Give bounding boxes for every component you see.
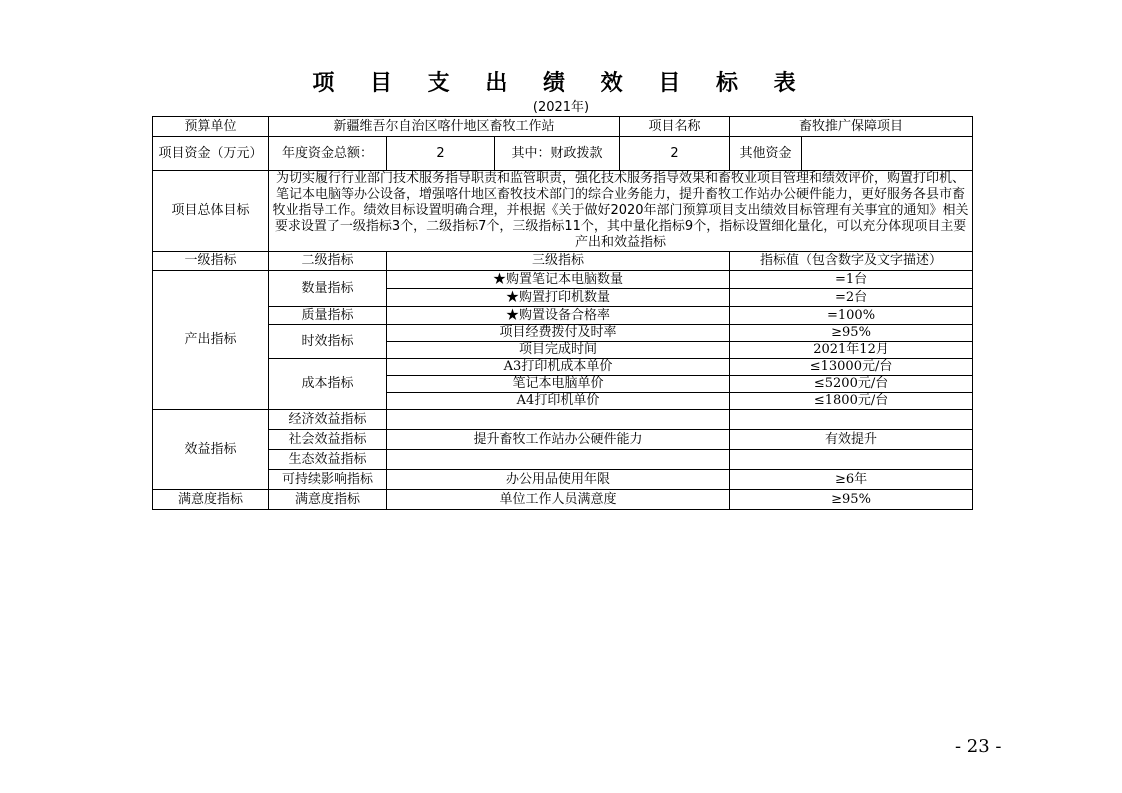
table-row xyxy=(153,410,973,430)
table-row xyxy=(153,325,973,342)
value-cell: 有效提升 xyxy=(730,430,973,450)
funds-label: 项目资金（万元） xyxy=(153,137,269,171)
benefit-level2: 生态效益指标 xyxy=(269,450,387,470)
indicator-cell: 项目经费拨付及时率 xyxy=(387,325,730,342)
table-row xyxy=(153,307,973,325)
benefit-level2: 社会效益指标 xyxy=(269,430,387,450)
other-funds-value xyxy=(802,137,973,171)
indicator-cell: 单位工作人员满意度 xyxy=(387,490,730,510)
table-row xyxy=(153,359,973,376)
fiscal-label: 其中：财政拨款 xyxy=(495,137,620,171)
value-cell: ≤5200元/台 xyxy=(730,376,973,393)
indicator-cell: 提升畜牧工作站办公硬件能力 xyxy=(387,430,730,450)
annual-total-label: 年度资金总额： xyxy=(269,137,387,171)
annual-total-value: 2 xyxy=(387,137,495,171)
indicator-cell: ★购置设备合格率 xyxy=(387,307,730,325)
page-number: - 23 - xyxy=(955,736,1002,757)
other-funds-label: 其他资金 xyxy=(730,137,802,171)
indicator-cell xyxy=(387,450,730,470)
table-row xyxy=(153,171,973,252)
satisfaction-level2: 满意度指标 xyxy=(269,490,387,510)
benefit-level2: 可持续影响指标 xyxy=(269,470,387,490)
value-cell: =1台 xyxy=(730,271,973,289)
value-cell: =100% xyxy=(730,307,973,325)
project-name-value: 畜牧推广保障项目 xyxy=(730,117,973,137)
indicator-cell: A4打印机单价 xyxy=(387,393,730,410)
table-row xyxy=(153,271,973,289)
performance-table xyxy=(152,116,973,510)
benefit-level2: 经济效益指标 xyxy=(269,410,387,430)
output-level1: 产出指标 xyxy=(153,271,269,410)
indicator-cell: ★购置笔记本电脑数量 xyxy=(387,271,730,289)
fiscal-value: 2 xyxy=(620,137,730,171)
quality-level2: 质量指标 xyxy=(269,307,387,325)
level1-header: 一级指标 xyxy=(153,252,269,271)
indicator-cell: 项目完成时间 xyxy=(387,342,730,359)
goal-text: 为切实履行行业部门技术服务指导职责和监管职责，强化技术服务指导效果和畜牧业项目管理和绩效评价，购置打印机、笔记本电脑等办公设备，增强喀什地区畜牧技术部门的综合业务能力，提升畜牧工作站办公硬件能力，更好服务各县市畜牧业指导工作。绩效目标设置明确合理，并根据《关于做好2020年部门预算项目支出绩效目标管理有关事宜的通知》相关要求设置了一级指标3个，二级指标7个，三级指标11个，其中量化指标9个，指标设置细化量化，可以充分体现项目主要产出和效益指标 xyxy=(269,171,973,252)
indicator-cell xyxy=(387,410,730,430)
quantity-level2: 数量指标 xyxy=(269,271,387,307)
table-row xyxy=(153,470,973,490)
unit-label: 预算单位 xyxy=(153,117,269,137)
benefit-level1: 效益指标 xyxy=(153,410,269,490)
value-cell: ≥95% xyxy=(730,325,973,342)
cost-level2: 成本指标 xyxy=(269,359,387,410)
value-cell xyxy=(730,450,973,470)
value-cell: 2021年12月 xyxy=(730,342,973,359)
table-row xyxy=(153,450,973,470)
unit-value: 新疆维吾尔自治区喀什地区畜牧工作站 xyxy=(269,117,620,137)
column-header-row xyxy=(153,252,973,271)
goal-label: 项目总体目标 xyxy=(153,171,269,252)
satisfaction-level1: 满意度指标 xyxy=(153,490,269,510)
table-row xyxy=(153,137,973,171)
table-row xyxy=(153,117,973,137)
indicator-cell: 笔记本电脑单价 xyxy=(387,376,730,393)
table-row xyxy=(153,430,973,450)
project-name-label: 项目名称 xyxy=(620,117,730,137)
page-title: 项 目 支 出 绩 效 目 标 表 xyxy=(312,71,810,96)
value-cell xyxy=(730,410,973,430)
value-cell: ≥95% xyxy=(730,490,973,510)
value-cell: ≥6年 xyxy=(730,470,973,490)
value-cell: ≤1800元/台 xyxy=(730,393,973,410)
indicator-cell: 办公用品使用年限 xyxy=(387,470,730,490)
value-cell: ≤13000元/台 xyxy=(730,359,973,376)
indicator-cell: A3打印机成本单价 xyxy=(387,359,730,376)
year-subtitle: (2021年) xyxy=(532,100,590,115)
level3-header: 三级指标 xyxy=(387,252,730,271)
table-row xyxy=(153,490,973,510)
value-cell: =2台 xyxy=(730,289,973,307)
timeliness-level2: 时效指标 xyxy=(269,325,387,359)
value-header: 指标值（包含数字及文字描述） xyxy=(730,252,973,271)
indicator-cell: ★购置打印机数量 xyxy=(387,289,730,307)
level2-header: 二级指标 xyxy=(269,252,387,271)
